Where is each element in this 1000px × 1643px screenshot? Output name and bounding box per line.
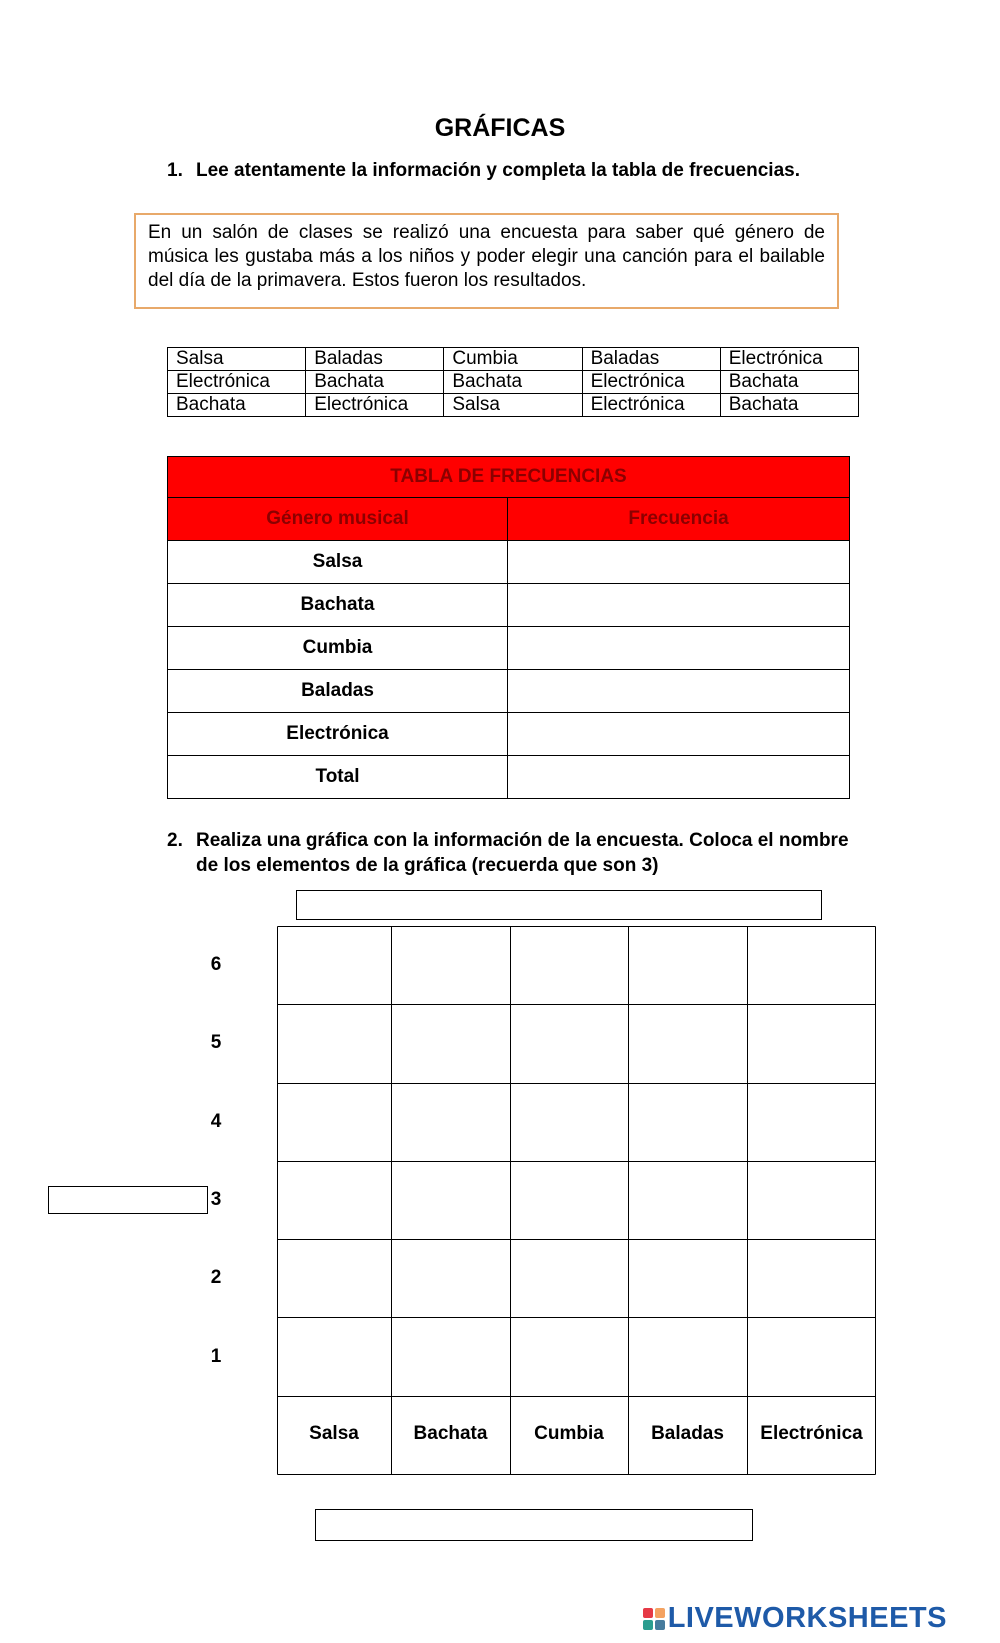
genre-cell: Salsa [168,541,508,584]
genre-cell: Cumbia [168,627,508,670]
survey-cell: Cumbia [444,348,582,371]
frequency-row [168,713,850,756]
question-2-line-2: de los elementos de la gráfica (recuerda que son 3) [196,855,659,876]
question-1-text: Lee atentamente la información y completa la tabla de frecuencias. [196,160,800,181]
liveworksheets-logo-icon [643,1608,665,1630]
genre-cell: Baladas [168,670,508,713]
survey-cell: Bachata [168,394,306,417]
question-1-number: 1. [167,160,183,181]
y-tick-label: 1 [210,1346,222,1367]
y-tick-label: 5 [210,1032,222,1053]
x-category-label: Electrónica [760,1423,863,1444]
chart-grid-svg [277,926,876,1475]
chart-title-input[interactable] [296,890,822,920]
question-2 [167,828,967,880]
frequency-table-title: TABLA DE FRECUENCIAS [168,457,850,498]
survey-cell: Salsa [168,348,306,371]
survey-cell: Electrónica [168,371,306,394]
survey-cell: Salsa [444,394,582,417]
logo-mark-square [655,1608,665,1618]
x-category-label: Bachata [413,1423,488,1444]
question-2-line-1: Realiza una gráfica con la información de la encuesta. Coloca el nombre [196,830,849,851]
column-header-genre: Género musical [168,498,508,541]
x-category-label: Cumbia [534,1423,604,1444]
column-header-frequency: Frecuencia [508,498,850,541]
frequency-row [168,584,850,627]
y-tick-label: 6 [210,954,222,975]
liveworksheets-logo-text: LIVEWORKSHEETS [667,1602,947,1634]
question-2-number: 2. [167,830,183,851]
survey-results-table [167,347,859,417]
survey-cell: Bachata [720,394,858,417]
x-category-label: Baladas [651,1423,724,1444]
y-tick-label: 4 [210,1111,222,1132]
logo-mark-square [655,1620,665,1630]
survey-row [168,394,859,417]
frequency-answer-cell[interactable] [508,670,850,713]
survey-cell: Bachata [306,371,444,394]
bar-chart-grid [277,926,876,1475]
survey-cell: Electrónica [720,348,858,371]
survey-cell: Baladas [306,348,444,371]
page-title: GRÁFICAS [434,114,566,142]
x-category-label: Salsa [309,1423,359,1444]
survey-row [168,371,859,394]
survey-cell: Electrónica [306,394,444,417]
frequency-table [167,456,850,799]
frequency-answer-cell[interactable] [508,541,850,584]
survey-cell: Electrónica [582,371,720,394]
frequency-row [168,541,850,584]
genre-cell: Electrónica [168,713,508,756]
intro-box: En un salón de clases se realizó una encuesta para saber qué género de música les gustaba más a los niños y poder elegir una canción para el bailable del día de la primavera. Estos fueron los resultados. [134,213,839,309]
logo-mark-square [643,1620,653,1630]
survey-row [168,348,859,371]
frequency-row [168,670,850,713]
survey-cell: Baladas [582,348,720,371]
survey-cell: Bachata [720,371,858,394]
y-axis-label-input[interactable] [48,1186,208,1214]
y-axis-ticks [206,926,246,1396]
survey-cell: Bachata [444,371,582,394]
genre-cell: Bachata [168,584,508,627]
liveworksheets-logo [643,1602,947,1635]
x-axis-label-input[interactable] [315,1509,753,1541]
question-1 [167,158,967,184]
frequency-answer-cell[interactable] [508,713,850,756]
genre-cell: Total [168,756,508,799]
frequency-answer-cell[interactable] [508,756,850,799]
logo-mark-square [643,1608,653,1618]
y-tick-label: 3 [210,1189,222,1210]
y-tick-label: 2 [210,1267,222,1288]
survey-cell: Electrónica [582,394,720,417]
frequency-row [168,756,850,799]
frequency-row [168,627,850,670]
frequency-answer-cell[interactable] [508,584,850,627]
frequency-answer-cell[interactable] [508,627,850,670]
